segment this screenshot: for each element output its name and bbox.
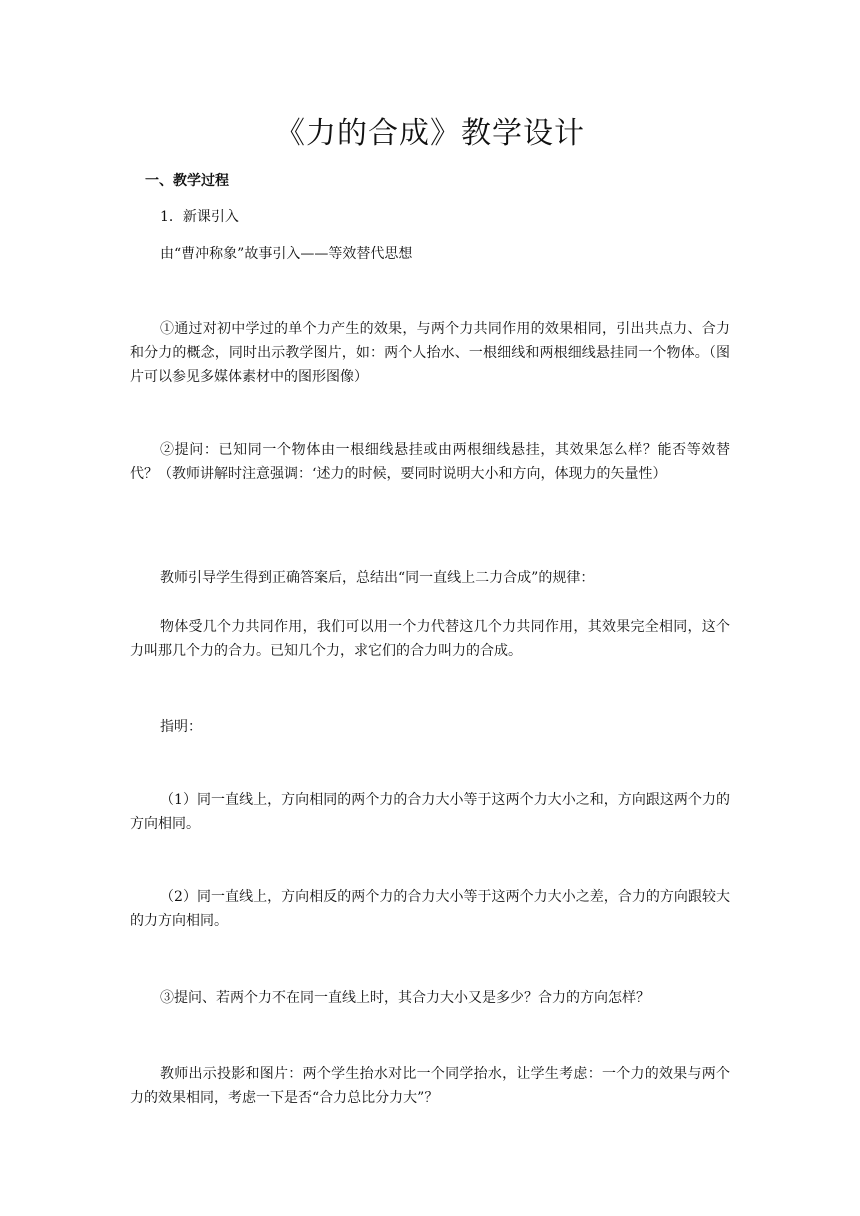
paragraph-point-3: ③提问、若两个力不在同一直线上时，其合力大小又是多少？合力的方向怎样？ — [160, 990, 650, 1006]
section-heading: 一、教学过程 — [145, 173, 229, 189]
paragraph-definition: 物体受几个力共同作用，我们可以用一个力代替这几个力共同作用，其效果完全相同，这个力叫那几个力的合力。已知几个力，求它们的合力叫力的合成。 — [130, 619, 730, 659]
paragraph-new-lesson: 1．新课引入 — [160, 209, 239, 225]
document-title: 《力的合成》教学设计 — [275, 116, 585, 151]
paragraph-point-1: ①通过对初中学过的单个力产生的效果，与两个力共同作用的效果相同，引出共点力、合力和分力的概念，同时出示教学图片，如：两个人抬水、一根细线和两根细线悬挂同一个物体。（图片可以参见多媒体素材中的图形图像） — [130, 321, 730, 385]
paragraph-projection: 教师出示投影和图片：两个学生抬水对比一个同学抬水，让学生考虑：一个力的效果与两个力的效果相同，考虑一下是否“合力总比分力大”？ — [130, 1066, 730, 1106]
paragraph-rule-1: （1）同一直线上，方向相同的两个力的合力大小等于这两个力大小之和，方向跟这两个力的方向相同。 — [130, 792, 730, 832]
paragraph-note-label: 指明： — [160, 719, 202, 735]
paragraph-teacher-guide: 教师引导学生得到正确答案后，总结出“同一直线上二力合成”的规律： — [160, 570, 595, 586]
paragraph-rule-2: （2）同一直线上，方向相反的两个力的合力大小等于这两个力大小之差，合力的方向跟较大的力方向相同。 — [130, 889, 730, 929]
paragraph-story-intro: 由“曹冲称象”故事引入——等效替代思想 — [160, 246, 413, 262]
paragraph-point-2: ②提问：已知同一个物体由一根细线悬挂或由两根细线悬挂，其效果怎么样？能否等效替代？（教师讲解时注意强调：‘述力的时候，要同时说明大小和方向，体现力的矢量性） — [130, 442, 730, 482]
